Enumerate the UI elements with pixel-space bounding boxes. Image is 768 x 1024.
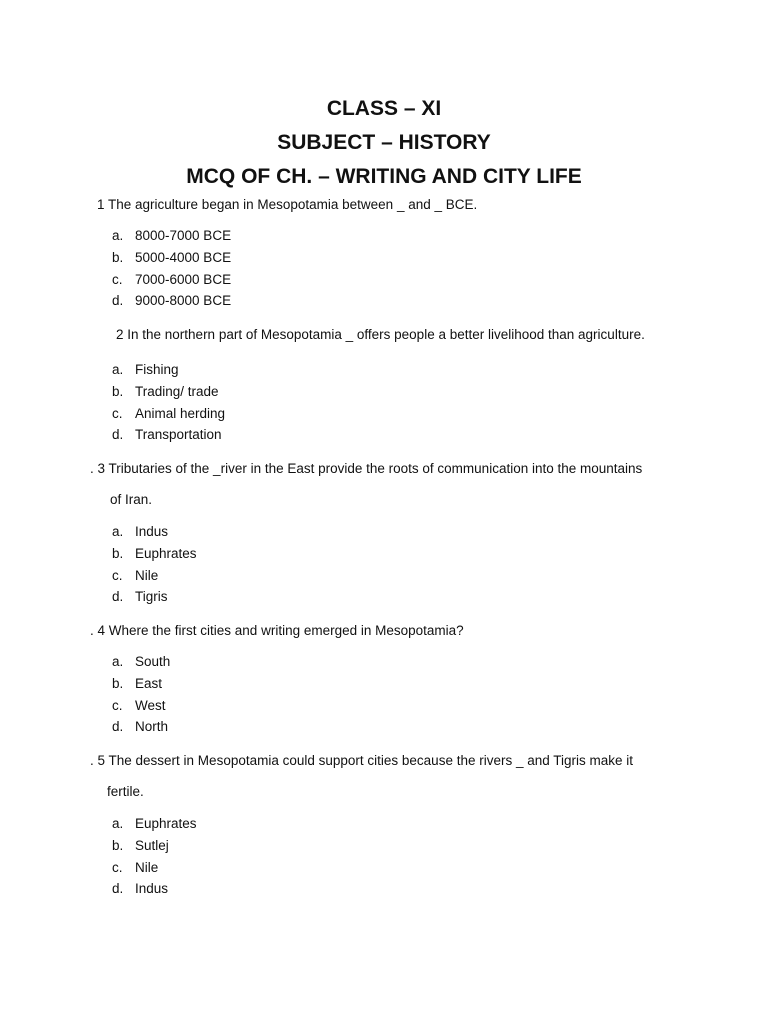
option-letter: a.: [112, 654, 124, 669]
option-letter: d.: [112, 589, 124, 605]
chapter-heading: MCQ OF CH. – WRITING AND CITY LIFE: [186, 165, 582, 188]
option-letter: b.: [112, 837, 124, 853]
option-letter: c.: [112, 697, 123, 713]
option-text: Nile: [135, 859, 159, 875]
subject-heading: SUBJECT – HISTORY: [277, 131, 491, 154]
option-text: South: [135, 654, 171, 669]
option-letter: b.: [112, 383, 124, 399]
option-letter: b.: [112, 249, 124, 265]
option-text: Indus: [135, 524, 169, 539]
option-text: West: [135, 697, 166, 713]
option-text: Euphrates: [135, 816, 197, 831]
option-letter: b.: [112, 675, 124, 691]
option-text: Nile: [135, 567, 159, 583]
option-letter: b.: [112, 545, 124, 561]
question-3-text-continued: of Iran.: [110, 492, 153, 507]
option-letter: c.: [112, 405, 123, 421]
option-text: Sutlej: [135, 837, 169, 853]
question-5-text-continued: fertile.: [107, 784, 144, 799]
option-text: 8000-7000 BCE: [135, 228, 232, 243]
option-text: 9000-8000 BCE: [135, 293, 232, 309]
option-letter: d.: [112, 293, 124, 309]
option-letter: a.: [112, 524, 124, 539]
option-text: East: [135, 675, 163, 691]
option-text: Euphrates: [135, 545, 197, 561]
option-letter: d.: [112, 719, 124, 735]
class-heading: CLASS – XI: [326, 97, 442, 120]
question-4-text: . 4 Where the first cities and writing emerged in Mesopotamia?: [90, 623, 464, 638]
option-text: Trading/ trade: [135, 383, 219, 399]
option-text: Fishing: [135, 362, 179, 377]
option-text: Tigris: [135, 589, 168, 605]
question-2-text: 2 In the northern part of Mesopotamia _ offers people a better livelihood than agriculture.: [116, 327, 645, 342]
option-letter: c.: [112, 859, 123, 875]
option-text: Transportation: [135, 427, 222, 443]
option-text: 5000-4000 BCE: [135, 249, 232, 265]
option-letter: a.: [112, 362, 124, 377]
option-letter: a.: [112, 228, 124, 243]
option-letter: a.: [112, 816, 124, 831]
option-text: North: [135, 719, 169, 735]
option-text: Indus: [135, 881, 169, 897]
option-text: 7000-6000 BCE: [135, 271, 232, 287]
question-1-text: 1 The agriculture began in Mesopotamia between _ and _ BCE.: [97, 197, 478, 212]
option-letter: d.: [112, 427, 124, 443]
question-5-text: . 5 The dessert in Mesopotamia could support cities because the rivers _ and Tigris make it: [90, 753, 634, 768]
option-letter: d.: [112, 881, 124, 897]
question-3-text: . 3 Tributaries of the _river in the East provide the roots of communication into the mountains: [90, 461, 643, 476]
option-text: Animal herding: [135, 405, 226, 421]
option-letter: c.: [112, 271, 123, 287]
option-letter: c.: [112, 567, 123, 583]
